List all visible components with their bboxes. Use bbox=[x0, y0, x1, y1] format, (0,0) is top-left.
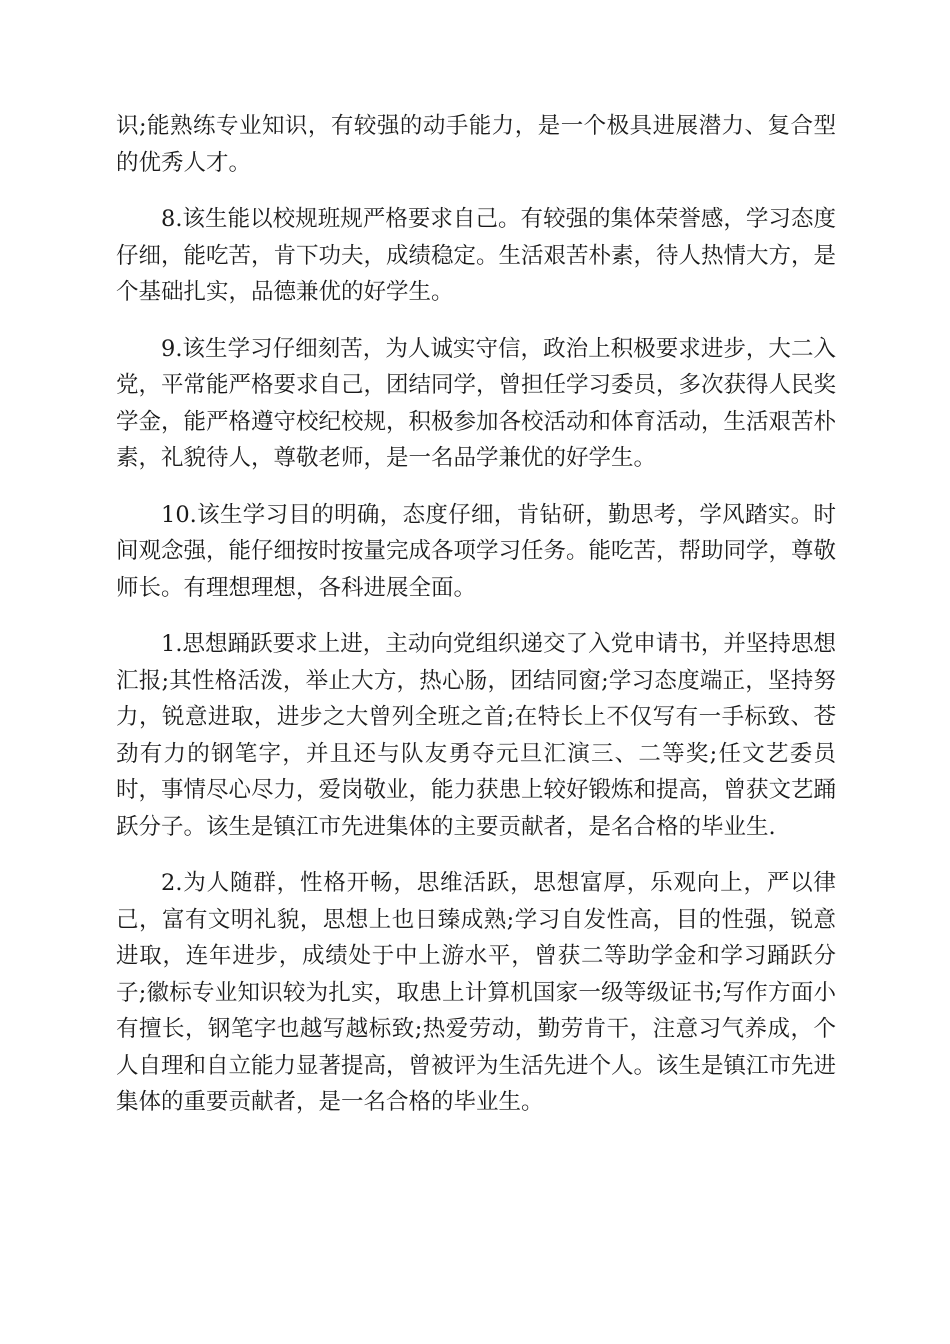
paragraph-item-10: 10.该生学习目的明确，态度仔细，肯钻研，勤思考，学风踏实。时间观念强，能仔细按时按量完成各项学习任务。能吃苦，帮助同学，尊敬师长。有理想理想，各科进展全面。 bbox=[116, 501, 837, 601]
paragraph-item-1: 1.思想踊跃要求上进，主动向党组织递交了入党申请书，并坚持思想汇报;其性格活泼，举止大方，热心肠，团结同窗;学习态度端正，坚持努力，锐意进取，进步之大曾列全班之首;在特长上不仅写有一手标致、苍劲有力的钢笔字，并且还与队友勇夺元旦汇演三、二等奖;任文艺委员时，事情尽心尽力，爱岗敬业，能力获患上较好锻炼和提高，曾获文艺踊跃分子。该生是镇江市先进集体的主要贡献者，是名合格的毕业生. bbox=[116, 631, 837, 840]
paragraph-continuation: 识;能熟练专业知识，有较强的动手能力，是一个极具进展潜力、复合型的优秀人才。 bbox=[116, 113, 836, 176]
paragraph-item-8: 8.该生能以校规班规严格要求自己。有较强的集体荣誉感，学习态度仔细，能吃苦，肯下功夫，成绩稳定。生活艰苦朴素，待人热情大方，是个基础扎实，品德兼优的好学生。 bbox=[116, 206, 837, 305]
paragraph-item-2: 2.为人随群，性格开畅，思维活跃，思想富厚，乐观向上，严以律己，富有文明礼貌，思想上也日臻成熟;学习自发性高，目的性强，锐意进取，连年进步，成绩处于中上游水平，曾获二等助学金和学习踊跃分子;徽标专业知识较为扎实，取患上计算机国家一级等级证书;写作方面小有擅长，钢笔字也越写越标致;热爱劳动，勤劳肯干，注意习气养成，个人自理和自立能力显著提高，曾被评为生活先进个人。该生是镇江市先进集体的重要贡献者，是一名合格的毕业生。 bbox=[116, 870, 837, 1115]
paragraph-item-9: 9.该生学习仔细刻苦，为人诚实守信，政治上积极要求进步，大二入党，平常能严格要求自己，团结同学，曾担任学习委员，多次获得人民奖学金，能严格遵守校纪校规，积极参加各校活动和体育活动，生活艰苦朴素，礼貌待人，尊敬老师，是一名品学兼优的好学生。 bbox=[116, 335, 837, 471]
document-body bbox=[116, 108, 836, 1141]
